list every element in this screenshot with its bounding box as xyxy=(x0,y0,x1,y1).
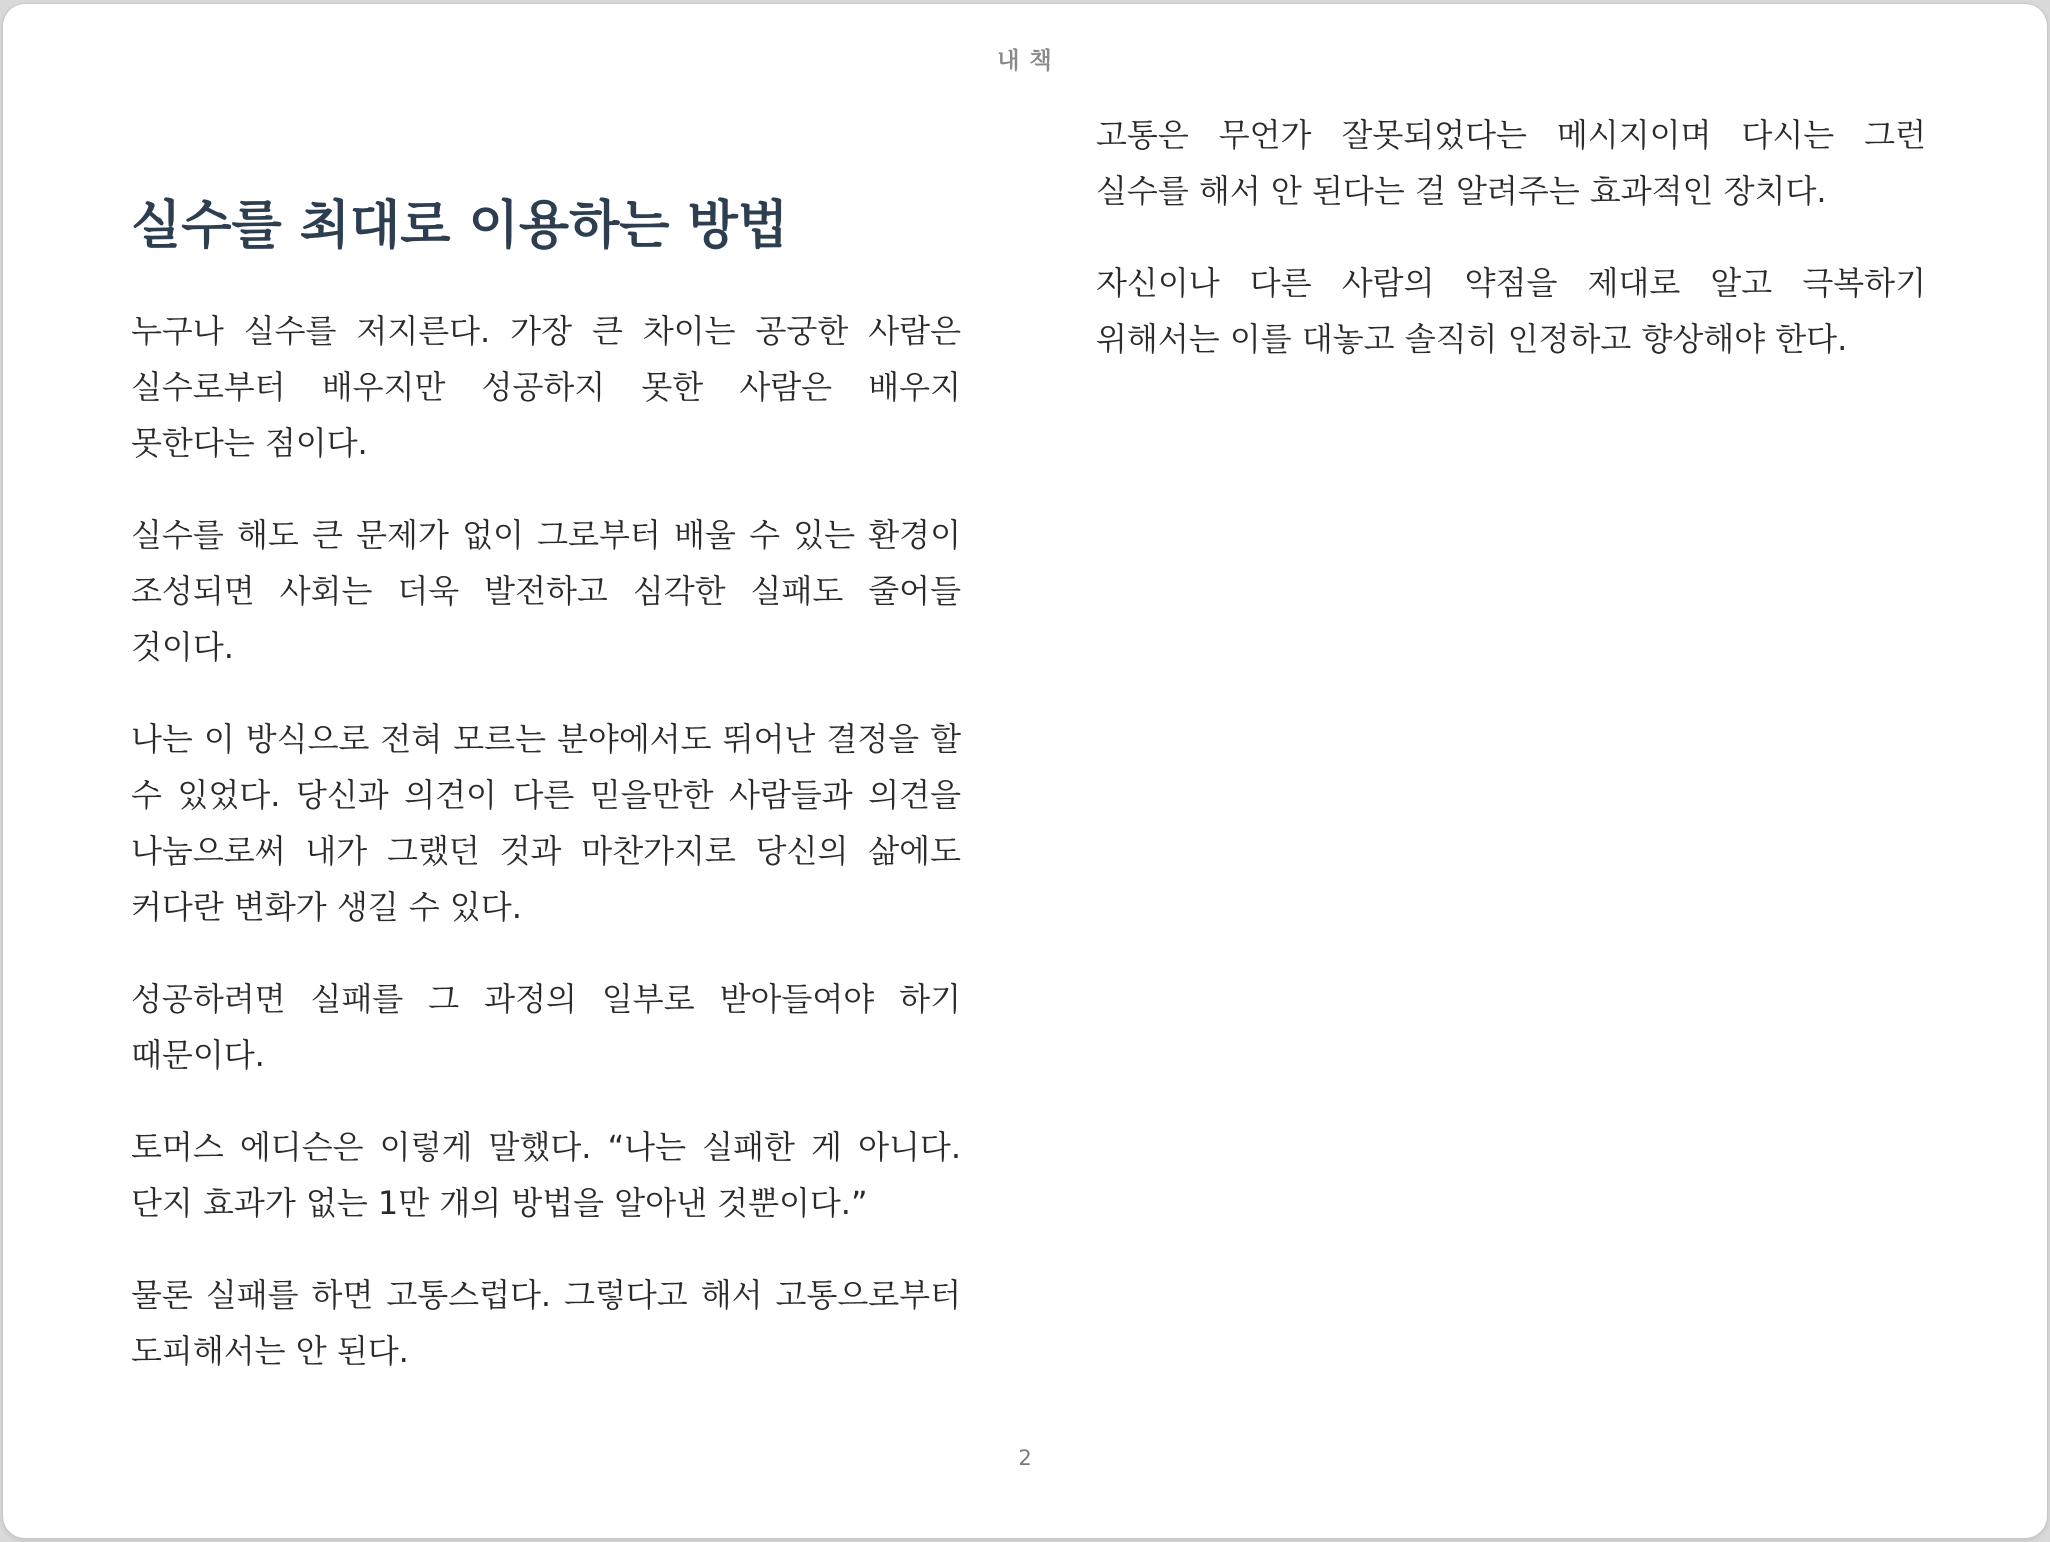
paragraph: 물론 실패를 하면 고통스럽다. 그렇다고 해서 고통으로부터 도피해서는 안 된다. xyxy=(131,1276,961,1370)
paragraph: 실수를 해도 큰 문제가 없이 그로부터 배울 수 있는 환경이 조성되면 사회는 더욱 발전하고 심각한 실패도 줄어들 것이다. xyxy=(131,516,961,666)
paragraph: 누구나 실수를 저지른다. 가장 큰 차이는 공궁한 사람은 실수로부터 배우지만 성공하지 못한 사람은 배우지 못한다는 점이다. xyxy=(131,312,961,462)
paragraph: 성공하려면 실패를 그 과정의 일부로 받아들여야 하기 때문이다. xyxy=(131,980,961,1074)
page-number: 2 xyxy=(1018,1446,1032,1470)
paragraph: 자신이나 다른 사람의 약점을 제대로 알고 극복하기 위해서는 이를 대놓고 솔직히 인정하고 향상해야 한다. xyxy=(1096,264,1926,358)
paragraph: 토머스 에디슨은 이렇게 말했다. “나는 실패한 게 아니다. 단지 효과가 없는 1만 개의 방법을 알아낸 것뿐이다.” xyxy=(131,1128,961,1222)
reader-window xyxy=(3,4,2047,1538)
paragraph: 나는 이 방식으로 전혀 모르는 분야에서도 뛰어난 결정을 할 수 있었다. 당신과 의견이 다른 믿을만한 사람들과 의견을 나눔으로써 내가 그랬던 것과 마찬가지로 당신의 삶에도 커다란 변화가 생길 수 있다. xyxy=(131,720,961,926)
paragraph: 고통은 무언가 잘못되었다는 메시지이며 다시는 그런 실수를 해서 안 된다는 걸 알려주는 효과적인 장치다. xyxy=(1096,116,1926,210)
chapter-title: 실수를 최대로 이용하는 방법 xyxy=(131,196,789,256)
book-title: 내 책 xyxy=(997,48,1053,74)
left-page[interactable] xyxy=(131,194,961,1415)
right-page[interactable] xyxy=(1096,107,1926,403)
